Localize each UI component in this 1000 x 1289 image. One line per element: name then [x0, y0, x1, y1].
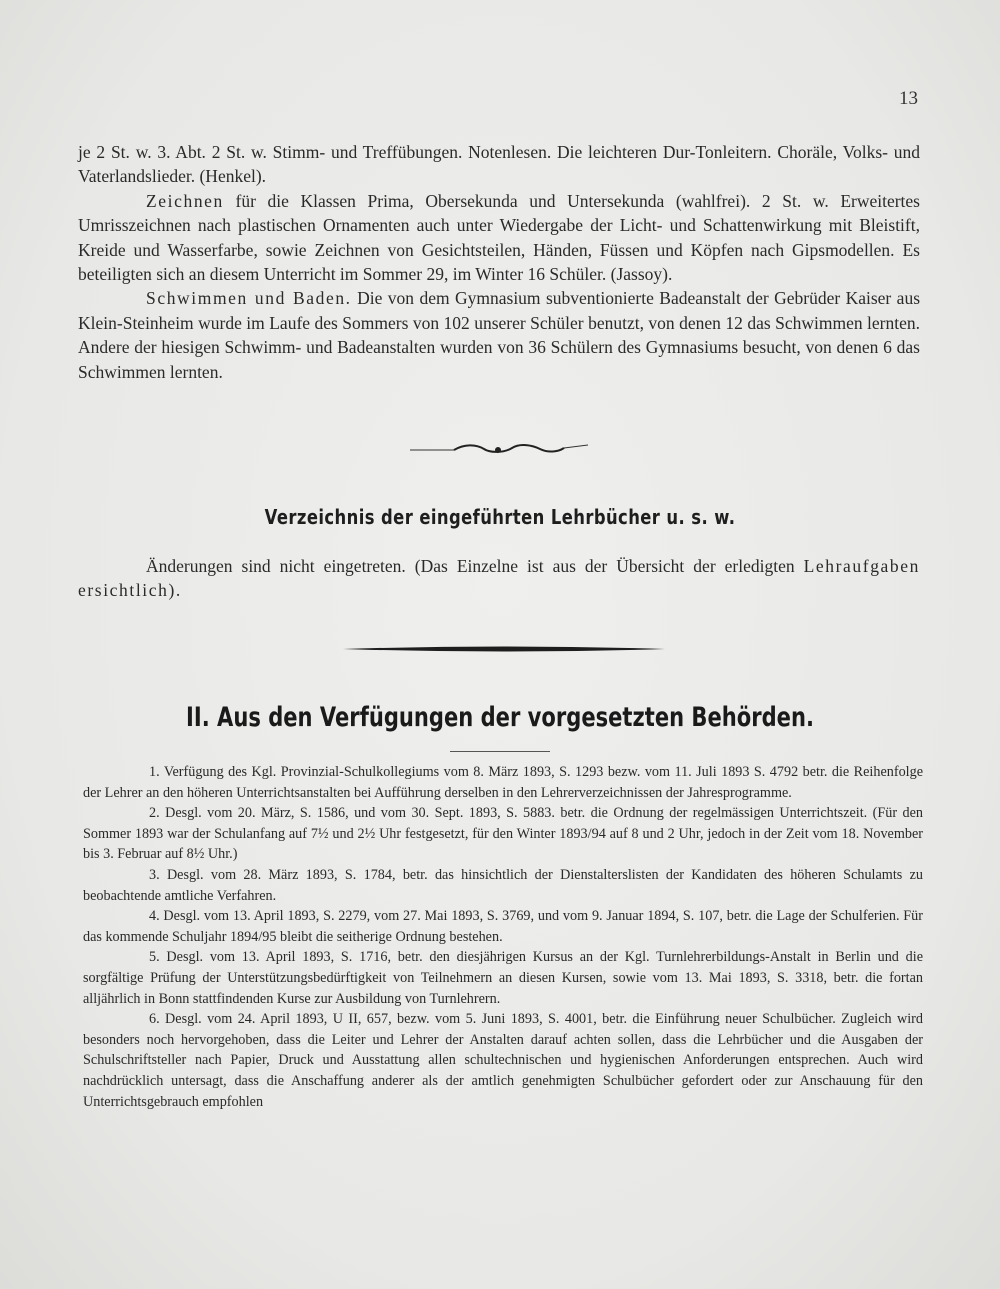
page-number: 13 — [899, 88, 918, 109]
schwimmen-text: Die von dem Gymnasium subventionierte Badeanstalt der Gebrüder Kaiser aus Klein-Steinheim wurde im Laufe des Sommers von 102 unserer Schüler benutzt, von denen 12 das Schwimmen lernten. Andere der hiesigen Schwimm- und Badeanstalten wurden von 36 Schülern des Gymnasiums besucht, von denen 6 das Schwimmen lernten. — [78, 288, 920, 382]
verfuegung-item-5: 5. Desgl. vom 13. April 1893, S. 1716, betr. den diesjährigen Kursus an der Kgl. Turnlehrerbildungs-Anstalt in Berlin und die sorgfältige Prüfung der Unterstützungsbedürftigkeit von Teilnehmern an diesen Kursen, sowie vom 13. Mai 1893, S. 3318, betr. die fortan alljährlich in Bonn stattfindenden Kurse zur Ausbildung von Turnlehrern. — [83, 949, 923, 1007]
section-gesang-zeichnen-schwimmen — [78, 140, 920, 384]
aenderungen-text: Änderungen sind nicht eingetreten. (Das Einzelne ist aus der Übersicht der erledigten — [146, 556, 804, 576]
zeichnen-heading: Zeichnen — [146, 190, 224, 211]
paragraph-schwimmen — [78, 286, 920, 384]
paragraph-aenderungen — [78, 554, 920, 602]
thin-divider-rule — [450, 751, 550, 752]
section-ii-heading: II. Aus den Verfügungen der vorgesetzten Behörden. — [186, 702, 814, 733]
verfuegung-item-6: 6. Desgl. vom 24. April 1893, U II, 657, bezw. vom 5. Juni 1893, S. 4001, betr. die Einführung neuer Schulbücher. Zugleich wird besonders noch hervorgehoben, dass die Leiter und Lehrer der Anstalten darauf achten sollen, dass die Lehrbücher und die Ausgaben der Schulschriftsteller nach Papier, Druck und Ausstattung allen schultechnischen und hygienischen Anforderungen entsprechen. Auch wird nachdrücklich untersagt, dass die Anschaffung anderer als der amtlich genehmigten Schulbücher gefordert oder zur Anschauung für den Unterrichtsgebrauch empfohlen — [83, 1011, 923, 1110]
thick-divider-rule — [343, 645, 665, 653]
zeichnen-text: für die Klassen Prima, Obersekunda und Untersekunda (wahlfrei). 2 St. w. Erweitertes Umrisszeichnen nach plastischen Ornamenten auch unter Wiedergabe der Licht- und Schattenwirkung mit Bleistift, Kreide und Wasserfarbe, sowie Zeichnen von Gesichtsteilen, Händen, Füssen und Köpfen nach Gipsmodellen. Es beteiligten sich an diesem Unterricht im Sommer 29, im Winter 16 Schüler. (Jassoy). — [78, 190, 920, 285]
aenderungen-text-spaced: Lehraufgaben ersichtlich). — [78, 556, 920, 600]
verfuegung-item-1: 1. Verfügung des Kgl. Provinzial-Schulkollegiums vom 8. März 1893, S. 1293 bezw. vom 11. Juli 1893 S. 4792 betr. die Reihenfolge der Lehrer an den höheren Unterrichtsanstalten bei Aufführung derselben in den Lehrerverzeichnissen der Jahresprogramme. — [83, 764, 923, 801]
section-lehrbuecher — [78, 554, 920, 602]
ornament-divider — [408, 440, 590, 458]
verfuegung-item-4: 4. Desgl. vom 13. April 1893, S. 2279, vom 27. Mai 1893, S. 3769, und vom 9. Januar 1894, S. 107, betr. die Lage der Schulferien. Für das kommende Schuljahr 1894/95 bleibt die seitherige Ordnung bestehen. — [83, 908, 923, 945]
verfuegung-item-3: 3. Desgl. vom 28. März 1893, S. 1784, betr. das hinsichtlich der Dienstalterslisten der Kandidaten des höheren Schulamts zu beobachtende amtliche Verfahren. — [83, 866, 923, 904]
verfuegung-item-2: 2. Desgl. vom 20. März, S. 1586, und vom 30. Sept. 1893, S. 5883. betr. die Ordnung der regelmässigen Unterrichtszeit. (Für den Sommer 1893 war der Schulanfang auf 7½ und 2½ Uhr festgesetzt, für den Winter 1893/94 auf 8 und 2 Uhr, jedoch in der Zeit vom 18. November bis 3. Februar auf 8½ Uhr.) — [83, 805, 923, 863]
lehrbuecher-heading: Verzeichnis der eingeführten Lehrbücher u. s. w. — [264, 505, 736, 529]
section-verfuegungen — [83, 762, 923, 1112]
paragraph-gesang: je 2 St. w. 3. Abt. 2 St. w. Stimm- und Treffübungen. Notenlesen. Die leichteren Dur-Tonleitern. Choräle, Volks- und Vaterlandslieder. (Henkel). — [78, 142, 920, 187]
schwimmen-heading: Schwimmen und Baden. — [146, 288, 352, 309]
paragraph-zeichnen — [78, 189, 920, 287]
